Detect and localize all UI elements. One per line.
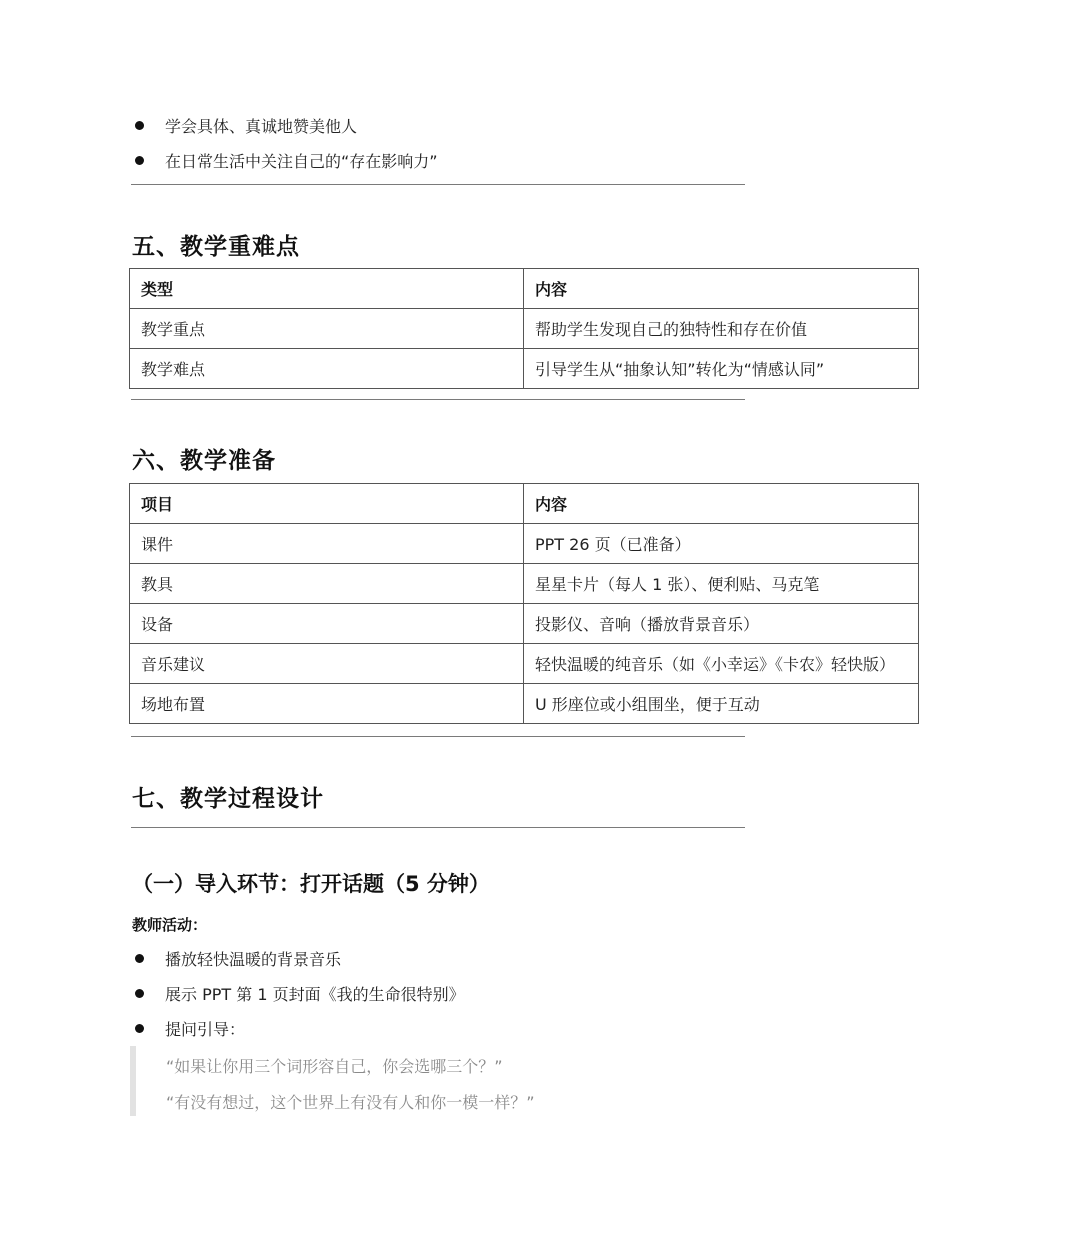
table-row: [130, 644, 919, 684]
table-cell: 帮助学生发现自己的独特性和存在价值: [524, 309, 919, 349]
table-cell: 教学重点: [130, 309, 524, 349]
table-header-cell: 内容: [524, 269, 919, 309]
list-item-text: 展示 PPT 第 1 页封面《我的生命很特别》: [165, 984, 465, 1004]
section-heading: 六、教学准备: [132, 448, 276, 474]
table-cell: 轻快温暖的纯音乐（如《小幸运》《卡农》轻快版）: [524, 644, 919, 684]
section-heading: 五、教学重难点: [132, 234, 300, 260]
divider: [131, 184, 745, 185]
section-heading: 七、教学过程设计: [132, 786, 324, 812]
preparation-table: [129, 483, 919, 724]
quote-line: “如果让你用三个词形容自己，你会选哪三个？”: [166, 1057, 503, 1076]
table-cell: 场地布置: [130, 684, 524, 724]
teacher-activity-label: 教师活动：: [132, 916, 208, 934]
table-row: [130, 524, 919, 564]
table-cell: 教学难点: [130, 349, 524, 389]
sub-heading: （一）导入环节：打开话题（5 分钟）: [132, 872, 490, 896]
table-cell: 音乐建议: [130, 644, 524, 684]
table-cell: PPT 26 页（已准备）: [524, 524, 919, 564]
list-item-text: 播放轻快温暖的背景音乐: [165, 949, 342, 969]
table-header-row: [130, 269, 919, 309]
table-row: [130, 564, 919, 604]
list-item-text: 学会具体、真诚地赞美他人: [165, 116, 358, 136]
list-item: [132, 145, 438, 175]
bullet-icon: [135, 156, 144, 165]
table-cell: 星星卡片（每人 1 张）、便利贴、马克笔: [524, 564, 919, 604]
divider: [131, 736, 745, 737]
key-points-table: [129, 268, 919, 389]
table-header-cell: 内容: [524, 484, 919, 524]
list-item-text: 提问引导：: [165, 1019, 246, 1039]
list-item: [132, 110, 357, 140]
table-cell: 投影仪、音响（播放背景音乐）: [524, 604, 919, 644]
table-header-cell: 类型: [130, 269, 524, 309]
table-row: [130, 604, 919, 644]
table-cell: U 形座位或小组围坐，便于互动: [524, 684, 919, 724]
divider: [131, 827, 745, 828]
table-cell: 设备: [130, 604, 524, 644]
list-item-text: 在日常生活中关注自己的“存在影响力”: [165, 151, 438, 171]
list-item: [132, 1013, 245, 1043]
list-item: [132, 943, 341, 973]
bullet-icon: [135, 1024, 144, 1033]
table-row: [130, 684, 919, 724]
bullet-icon: [135, 121, 144, 130]
table-row: [130, 309, 919, 349]
bullet-icon: [135, 954, 144, 963]
table-header-row: [130, 484, 919, 524]
list-item: [132, 978, 465, 1008]
table-header-cell: 项目: [130, 484, 524, 524]
bullet-icon: [135, 989, 144, 998]
table-cell: 教具: [130, 564, 524, 604]
quote-line: “有没有想过，这个世界上有没有人和你一模一样？”: [166, 1093, 535, 1112]
divider: [131, 399, 745, 400]
table-cell: 引导学生从“抽象认知”转化为“情感认同”: [524, 349, 919, 389]
table-cell: 课件: [130, 524, 524, 564]
table-row: [130, 349, 919, 389]
blockquote: [130, 1046, 696, 1116]
